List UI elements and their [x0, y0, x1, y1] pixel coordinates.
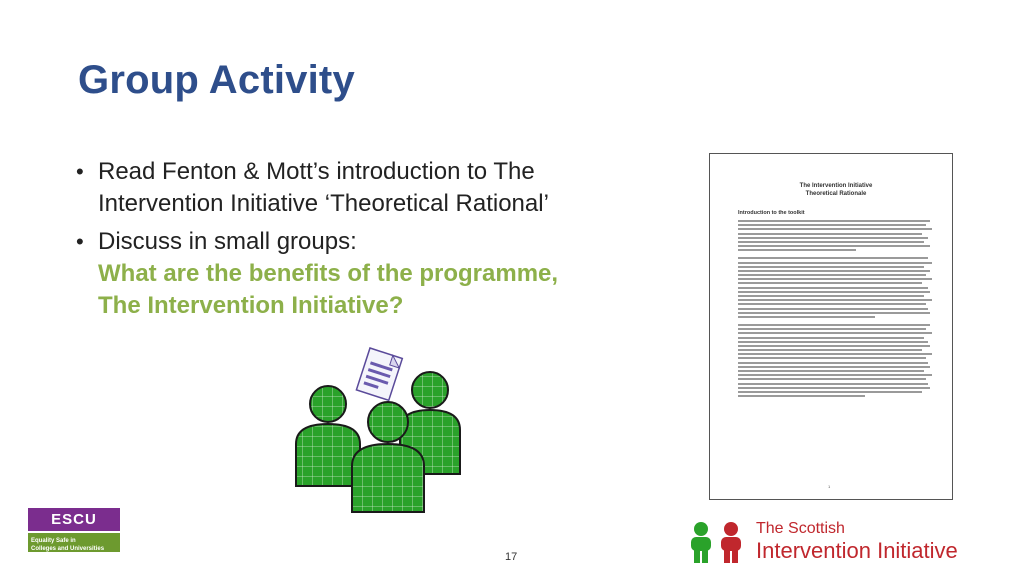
- bullet-discuss-text: Discuss in small groups:: [98, 228, 357, 255]
- bullet-item-read: [76, 156, 676, 220]
- doc-page-number: 1: [828, 484, 831, 489]
- doc-heading: Introduction to the toolkit: [738, 210, 805, 216]
- bullet-question-line1: What are the benefits of the programme,: [98, 260, 559, 287]
- person-left: [296, 386, 360, 486]
- slide-title: Group Activity: [78, 58, 355, 102]
- escu-logo: [28, 508, 120, 552]
- sii-logo-line2: Intervention Initiative: [756, 538, 958, 563]
- bullet-list: [76, 156, 676, 328]
- doc-subtitle: Theoretical Rationale: [805, 191, 867, 197]
- doc-paragraph: [738, 257, 934, 318]
- doc-paragraph: [738, 220, 934, 251]
- bullet-read-line1: Read Fenton & Mott’s introduction to The: [98, 158, 535, 185]
- bullet-question-line2: The Intervention Initiative?: [98, 292, 404, 319]
- bullet-item-discuss: [76, 226, 676, 322]
- bullet-read-line2: Intervention Initiative ‘Theoretical Rational’: [98, 190, 549, 217]
- document-icon: [356, 348, 402, 400]
- page-number: 17: [505, 551, 518, 563]
- bullet-dot: •: [76, 229, 84, 254]
- escu-logo-name: ESCU: [28, 508, 120, 531]
- group-people-icon: [292, 346, 492, 516]
- sii-logo-line1: The Scottish: [756, 520, 845, 537]
- document-thumbnail: [709, 153, 953, 500]
- escu-tagline-line2: Colleges and Universities: [31, 546, 105, 552]
- sii-people-icon: [685, 520, 753, 564]
- escu-logo-tagline: [28, 533, 120, 552]
- sii-logo-text: [756, 520, 958, 564]
- bullet-dot: •: [76, 159, 84, 184]
- doc-title: The Intervention Initiative: [799, 183, 873, 189]
- escu-tagline-line1: Equality Safe in: [31, 538, 76, 544]
- doc-paragraph: [738, 324, 934, 397]
